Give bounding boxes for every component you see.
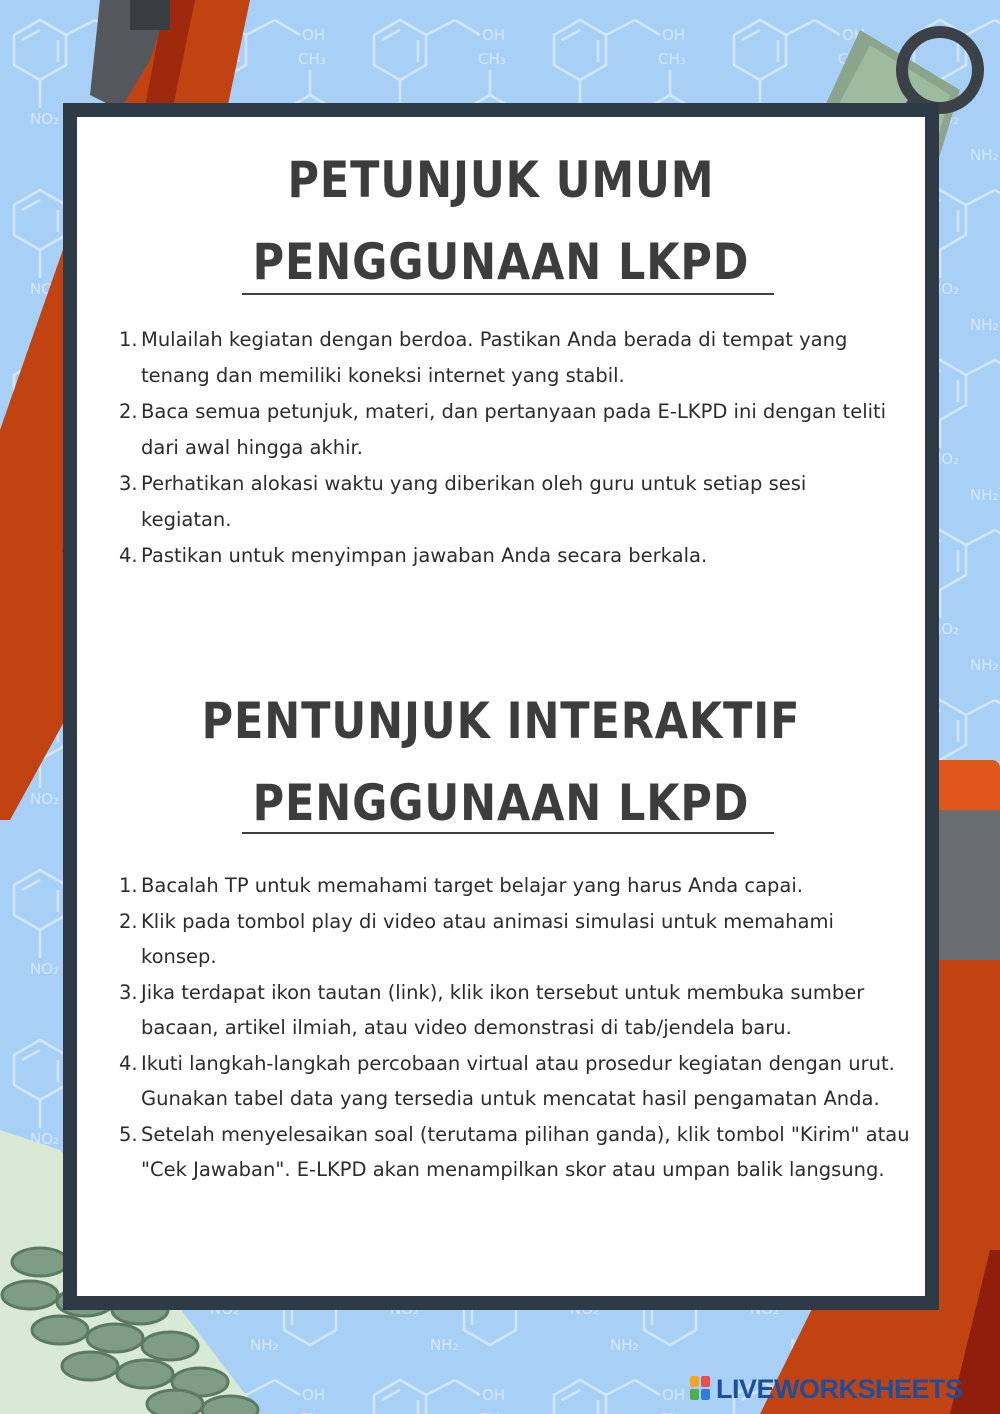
- step-number: 5.: [119, 1122, 138, 1146]
- interactive-steps-list: [77, 868, 911, 1188]
- instruction-card: [63, 103, 939, 1310]
- list-item: [77, 868, 911, 904]
- step-number: 2.: [119, 909, 138, 933]
- step-text: Jika terdapat ikon tautan (link), klik ikon tersebut untuk membuka sumber bacaan, artikel ilmiah, atau video demonstrasi di tab/jendela baru.: [141, 980, 865, 1039]
- general-steps-list: [77, 322, 897, 574]
- step-text: Mulailah kegiatan dengan berdoa. Pastikan Anda berada di tempat yang tenang dan memiliki koneksi internet yang stabil.: [141, 328, 848, 387]
- list-item: [77, 1046, 911, 1117]
- interactive-title-line2: PENGGUNAAN LKPD: [252, 774, 750, 832]
- step-number: 1.: [119, 328, 138, 351]
- interactive-title-line1: PENTUNJUK INTERAKTIF: [201, 692, 801, 750]
- general-instructions-title: [136, 139, 865, 303]
- brand-name: LIVEWORKSHEETS: [716, 1373, 963, 1404]
- step-text: Baca semua petunjuk, materi, dan pertanyaan pada E-LKPD ini dengan teliti dari awal hingga akhir.: [141, 400, 887, 459]
- step-text: Setelah menyelesaikan soal (terutama pilihan ganda), klik tombol "Kirim" atau "Cek Jawaban". E-LKPD akan menampilkan skor atau umpan balik langsung.: [141, 1122, 910, 1181]
- step-number: 2.: [119, 400, 138, 423]
- step-number: 1.: [119, 874, 138, 897]
- step-text: Ikuti langkah-langkah percobaan virtual atau prosedur kegiatan dengan urut. Gunakan tabel data yang tersedia untuk mencatat hasil pengamatan Anda.: [141, 1051, 895, 1110]
- step-text: Bacalah TP untuk memahami target belajar yang harus Anda capai.: [141, 874, 803, 897]
- general-title-line1: PETUNJUK UMUM: [287, 151, 715, 209]
- interactive-instructions-title: [136, 680, 865, 844]
- step-number: 3.: [119, 980, 138, 1004]
- general-title-line2: PENGGUNAAN LKPD: [252, 233, 750, 291]
- list-item: [77, 322, 897, 394]
- list-item: [77, 538, 897, 574]
- liveworksheets-logo[interactable]: [690, 1372, 963, 1406]
- step-number: 4.: [119, 1051, 138, 1075]
- general-title-underline: [242, 293, 774, 295]
- list-item: [77, 904, 911, 975]
- step-text: Perhatikan alokasi waktu yang diberikan oleh guru untuk setiap sesi kegiatan.: [141, 472, 807, 531]
- step-number: 3.: [119, 472, 138, 495]
- list-item: [77, 1117, 911, 1188]
- liveworksheets-logo-icon: [690, 1376, 712, 1402]
- list-item: [77, 466, 897, 538]
- list-item: [77, 394, 897, 466]
- step-number: 4.: [119, 544, 138, 567]
- list-item: [77, 975, 911, 1046]
- step-text: Pastikan untuk menyimpan jawaban Anda secara berkala.: [141, 544, 708, 567]
- step-text: Klik pada tombol play di video atau animasi simulasi untuk memahami konsep.: [141, 909, 834, 968]
- interactive-title-underline: [242, 832, 774, 834]
